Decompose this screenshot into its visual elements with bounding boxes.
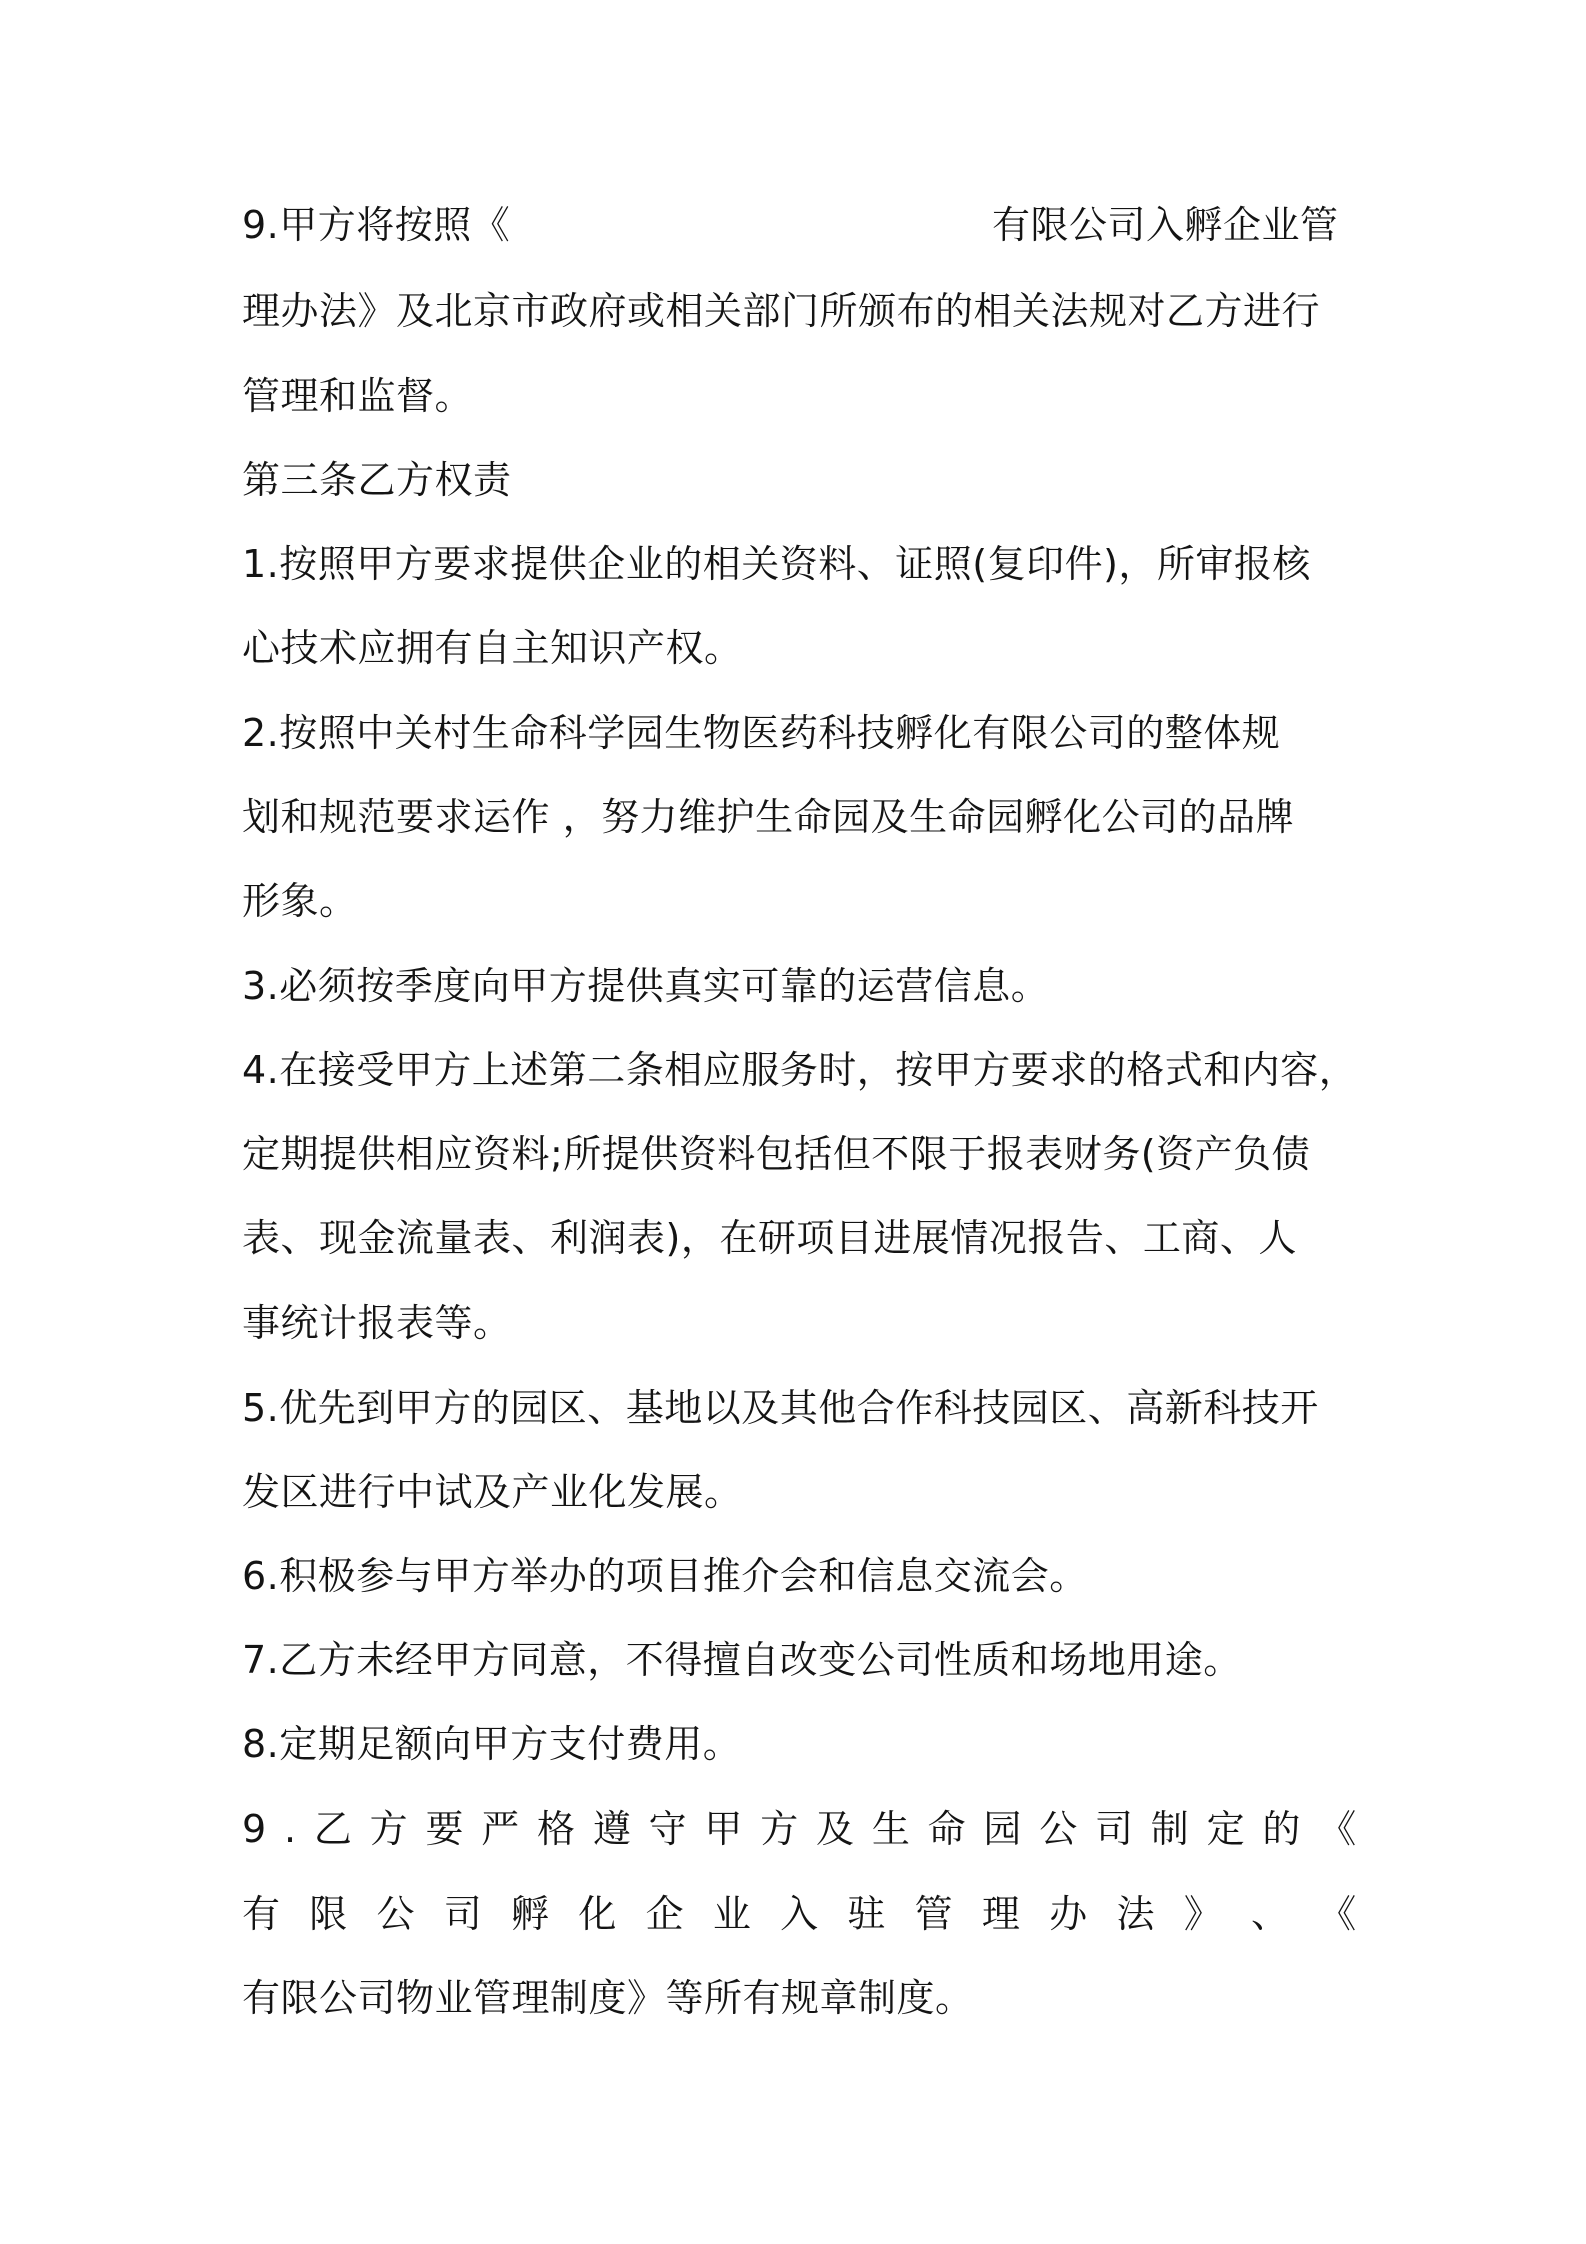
document-line-6: 心技术应拥有自主知识产权。 xyxy=(242,626,743,670)
document-line-12: 定期提供相应资料;所提供资料包括但不限于报表财务(资产负债 xyxy=(242,1132,1311,1176)
document-line-7: 2.按照中关村生命科学园生物医药科技孵化有限公司的整体规 xyxy=(242,711,1281,755)
document-line-16: 发区进行中试及产业化发展。 xyxy=(242,1470,743,1514)
justified-char: 的 xyxy=(1262,1807,1301,1851)
justified-char: 》 xyxy=(1183,1892,1223,1936)
justified-char: 限 xyxy=(309,1892,348,1936)
document-line-8: 划和规范要求运作 ，努力维护生命园及生命园孵化公司的品牌 xyxy=(242,795,1295,839)
justified-char: 《 xyxy=(1318,1807,1357,1851)
justified-char: 孵 xyxy=(511,1892,550,1936)
line-1-end: 有限公司入孵企业管 xyxy=(992,203,1339,247)
justified-char: 守 xyxy=(648,1807,688,1851)
justified-char: 格 xyxy=(537,1807,576,1851)
justified-char: 定 xyxy=(1206,1807,1246,1851)
justified-char: 乙 xyxy=(313,1807,353,1851)
justified-char: 生 xyxy=(871,1807,911,1851)
document-line-18: 7.乙方未经甲方同意，不得擅自改变公司性质和场地用途。 xyxy=(242,1638,1242,1682)
justified-char: 9 xyxy=(242,1807,267,1851)
document-line-1 xyxy=(242,199,1357,251)
document-line-19: 8.定期足额向甲方支付费用。 xyxy=(242,1722,742,1766)
document-line-21 xyxy=(242,1888,1357,1940)
justified-char: 业 xyxy=(712,1892,752,1936)
justified-char: 企 xyxy=(645,1892,685,1936)
document-line-14: 事统计报表等。 xyxy=(242,1301,512,1345)
document-line-2: 理办法》及北京市政府或相关部门所颁布的相关法规对乙方进行 xyxy=(242,289,1321,333)
justified-char: . xyxy=(283,1807,297,1851)
justified-char: 法 xyxy=(1116,1892,1155,1936)
justified-char: 甲 xyxy=(704,1807,743,1851)
document-line-20 xyxy=(242,1803,1357,1855)
justified-char: 、 xyxy=(1250,1892,1290,1936)
justified-char: 方 xyxy=(760,1807,799,1851)
justified-char: 办 xyxy=(1049,1892,1088,1936)
justified-char: 要 xyxy=(425,1807,464,1851)
justified-char: 管 xyxy=(914,1892,954,1936)
justified-char: 严 xyxy=(481,1807,520,1851)
justified-char: 驻 xyxy=(847,1892,886,1936)
document-line-3: 管理和监督。 xyxy=(242,374,474,418)
justified-char: 理 xyxy=(981,1892,1021,1936)
justified-char: 公 xyxy=(376,1892,416,1936)
document-line-22: 有限公司物业管理制度》等所有规章制度。 xyxy=(242,1976,974,2020)
justified-char: 公 xyxy=(1039,1807,1078,1851)
justified-char: 制 xyxy=(1150,1807,1190,1851)
justified-char: 方 xyxy=(369,1807,409,1851)
line-1-start: 9.甲方将按照《 xyxy=(242,203,511,247)
section-heading: 第三条乙方权责 xyxy=(242,458,512,502)
document-line-11: 4.在接受甲方上述第二条相应服务时，按甲方要求的格式和内容， xyxy=(242,1048,1358,1092)
justified-char: 及 xyxy=(816,1807,855,1851)
justified-char: 《 xyxy=(1318,1892,1357,1936)
justified-char: 司 xyxy=(443,1892,483,1936)
document-line-13: 表、现金流量表、利润表)，在研项目进展情况报告、工商、人 xyxy=(242,1216,1297,1260)
justified-char: 命 xyxy=(927,1807,967,1851)
justified-char: 司 xyxy=(1095,1807,1134,1851)
document-line-5: 1.按照甲方要求提供企业的相关资料、证照(复印件)，所审报核 xyxy=(242,542,1311,586)
justified-char: 化 xyxy=(578,1892,617,1936)
justified-char: 有 xyxy=(242,1892,281,1936)
document-line-17: 6.积极参与甲方举办的项目推介会和信息交流会。 xyxy=(242,1554,1088,1598)
justified-char: 入 xyxy=(780,1892,819,1936)
justified-char: 遵 xyxy=(592,1807,632,1851)
document-line-15: 5.优先到甲方的园区、基地以及其他合作科技园区、高新科技开 xyxy=(242,1386,1319,1430)
document-line-9: 形象。 xyxy=(242,879,358,923)
document-line-10: 3.必须按季度向甲方提供真实可靠的运营信息。 xyxy=(242,964,1050,1008)
justified-char: 园 xyxy=(983,1807,1022,1851)
